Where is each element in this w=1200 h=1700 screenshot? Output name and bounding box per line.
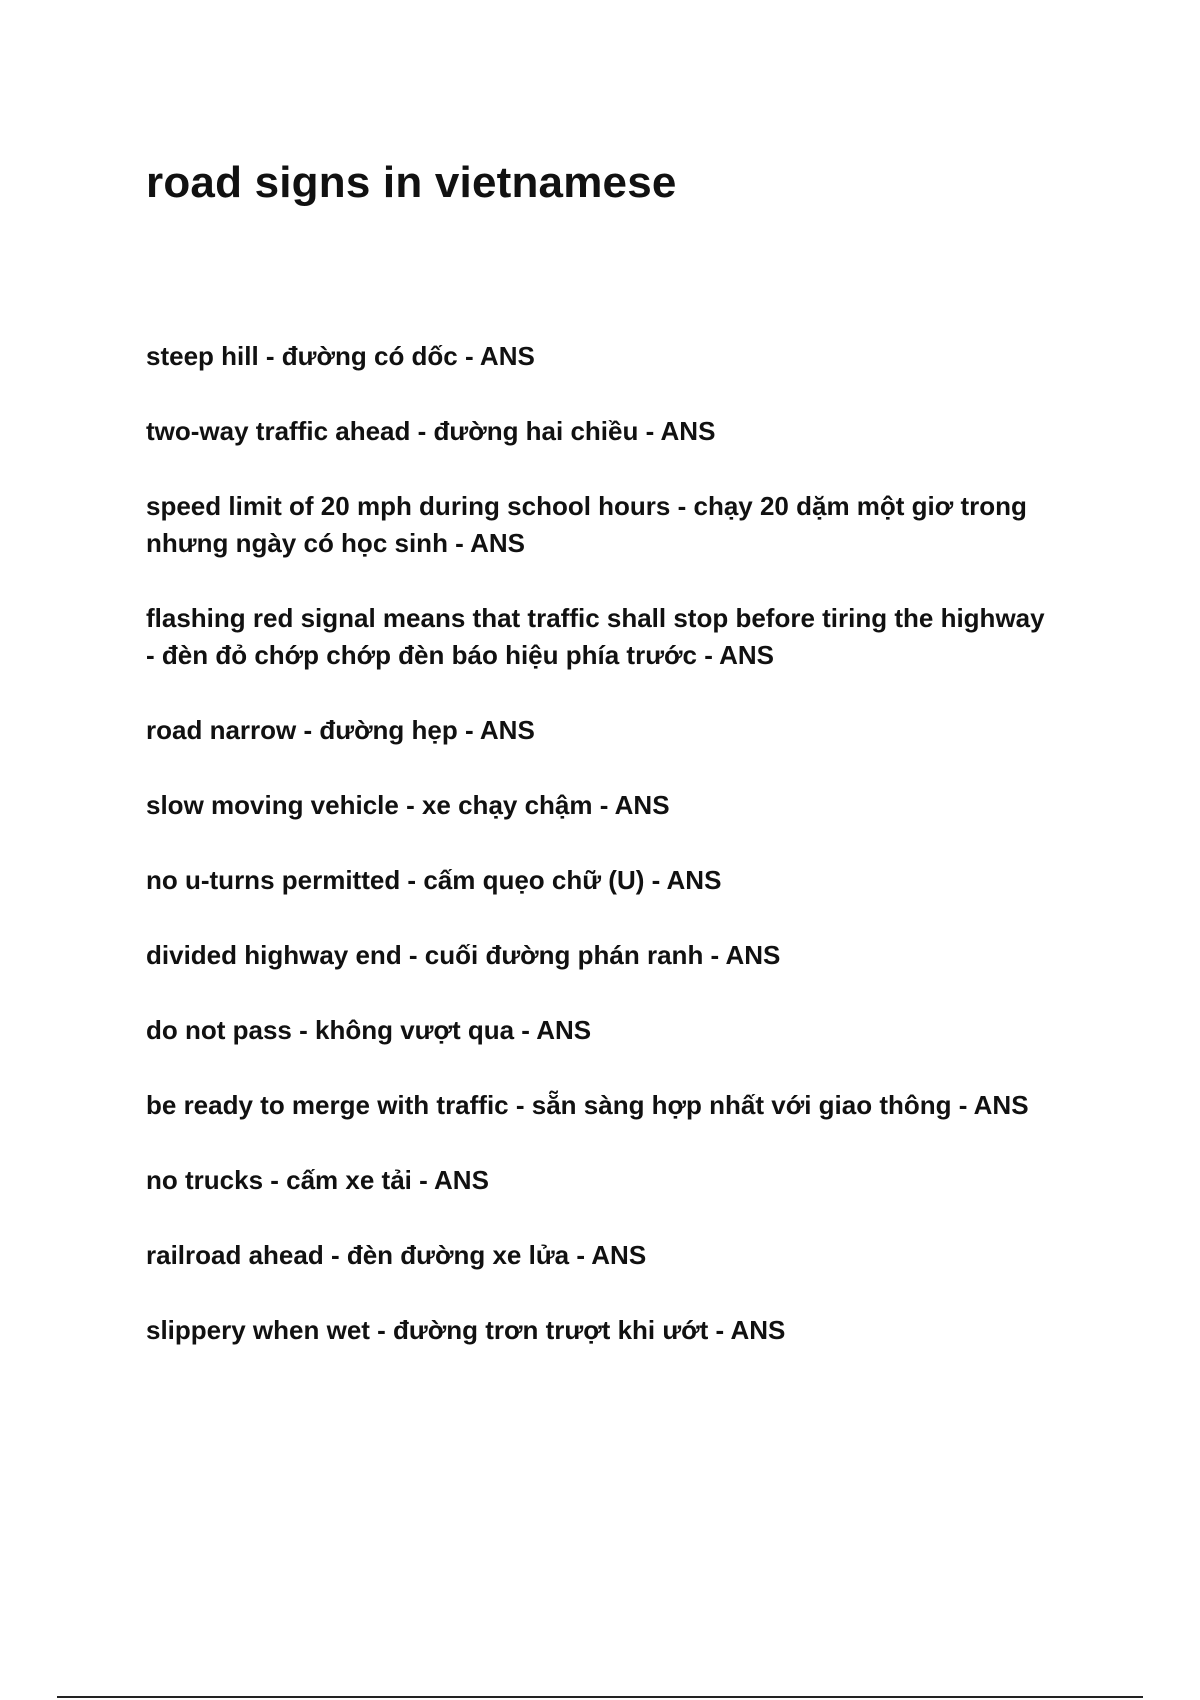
list-item: slippery when wet - đường trơn trượt khi ướt - ANS <box>146 1315 786 1345</box>
page-divider <box>57 1696 1143 1698</box>
list-item: no trucks - cấm xe tải - ANS <box>146 1165 489 1195</box>
flashcard-list <box>146 338 1046 1387</box>
list-item: flashing red signal means that traffic shall stop before tiring the highway - đèn đỏ chớp chớp đèn báo hiệu phía trước - ANS <box>146 603 1045 670</box>
list-item: road narrow - đường hẹp - ANS <box>146 715 535 745</box>
list-item: divided highway end - cuối đường phán ranh - ANS <box>146 940 781 970</box>
page-title: road signs in vietnamese <box>146 158 677 207</box>
list-item: do not pass - không vượt qua - ANS <box>146 1015 592 1045</box>
list-item: railroad ahead - đèn đường xe lửa - ANS <box>146 1240 647 1270</box>
list-item: steep hill - đường có dốc - ANS <box>146 341 535 371</box>
list-item: two-way traffic ahead - đường hai chiều - ANS <box>146 416 716 446</box>
list-item: no u-turns permitted - cấm quẹo chữ (U) - ANS <box>146 865 722 895</box>
list-item: speed limit of 20 mph during school hours - chạy 20 dặm một giơ trong nhưng ngày có học sinh - ANS <box>146 491 1027 558</box>
list-item: be ready to merge with traffic - sẵn sàng hợp nhất với giao thông - ANS <box>146 1090 1029 1120</box>
list-item: slow moving vehicle - xe chạy chậm - ANS <box>146 790 670 820</box>
